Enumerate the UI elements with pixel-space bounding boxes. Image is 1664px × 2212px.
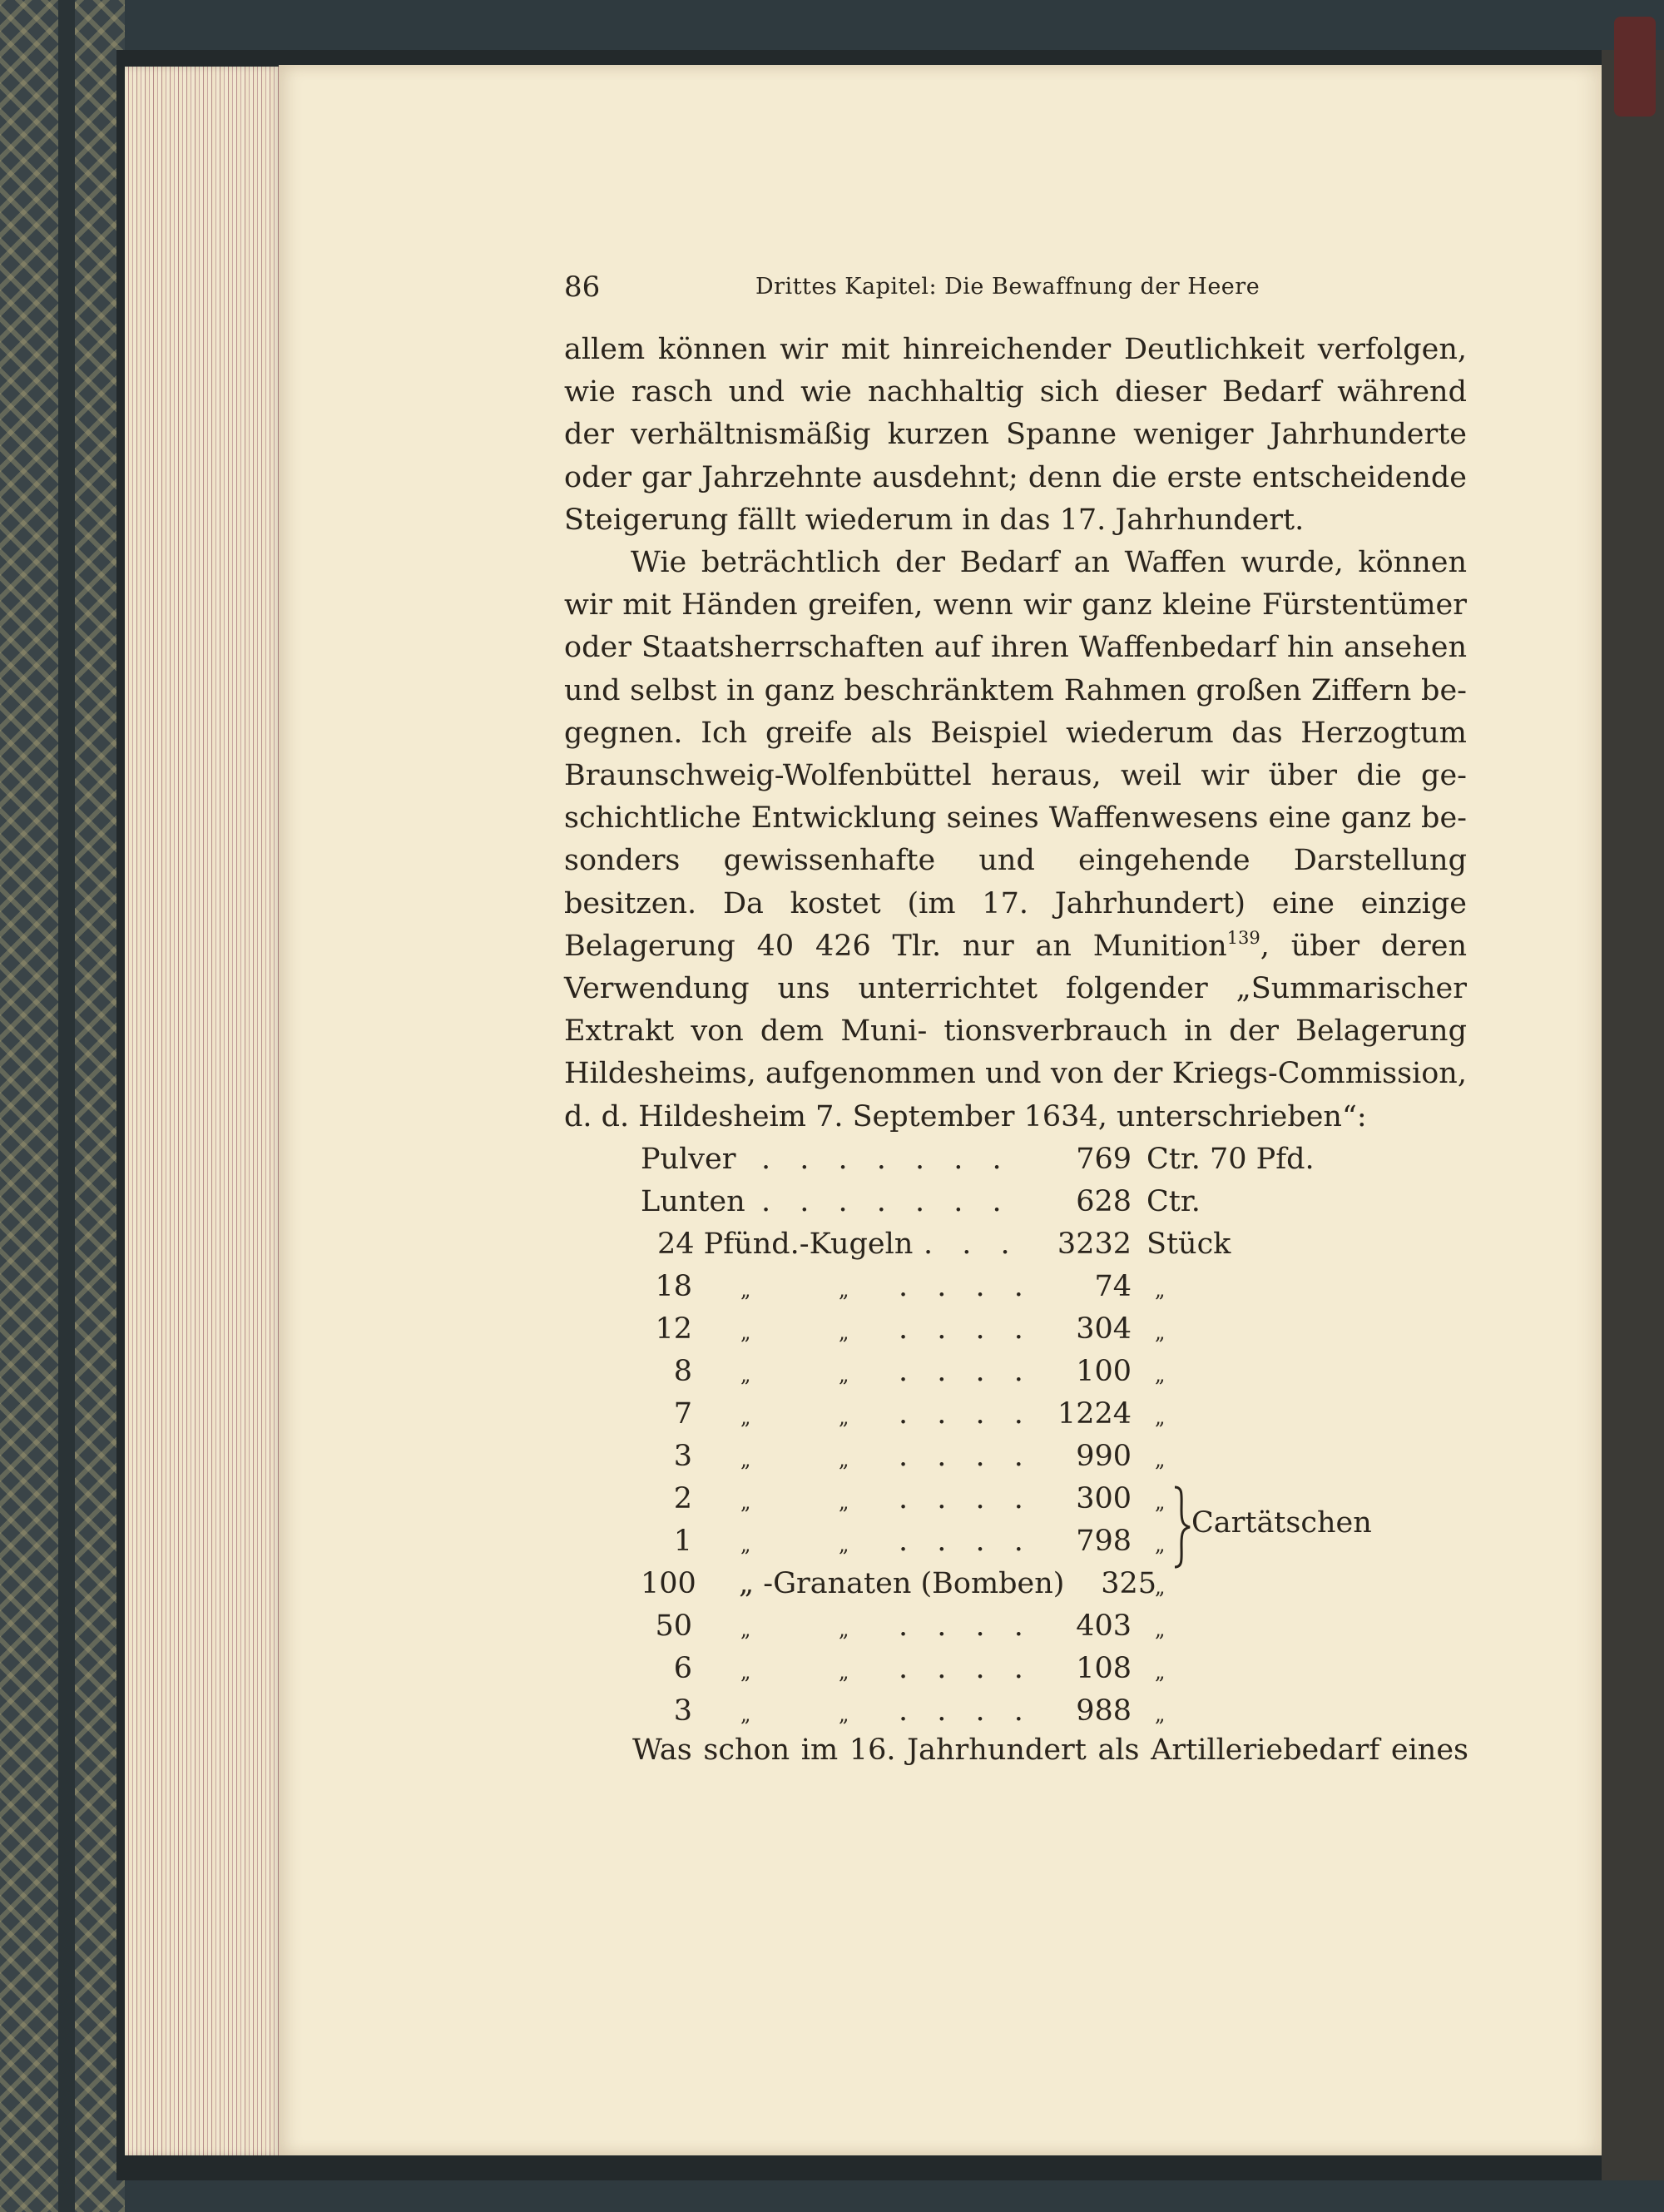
text-line: und selbst in ganz beschränktem Rahmen großen Ziffern be-: [564, 673, 1467, 707]
row-value: 100: [1076, 1355, 1132, 1388]
text-line: , über deren Verwendung uns: [564, 929, 1467, 1006]
ditto-mark: „: [1155, 1618, 1166, 1641]
ditto-mark: „: [1155, 1660, 1166, 1684]
ditto-mark: „: [1155, 1278, 1166, 1302]
ditto-mark: „: [740, 1490, 751, 1514]
text-line: Wie beträchtlich der Bedarf an Waffen wurde, können: [631, 546, 1467, 580]
row-value: 300: [1076, 1482, 1132, 1515]
ditto-mark: „: [740, 1448, 751, 1471]
ditto-mark: „: [740, 1278, 751, 1302]
ditto-mark: „: [1155, 1533, 1166, 1556]
ditto-mark: „: [1155, 1703, 1166, 1726]
text-line: tionsverbrauch in der Belagerung Hildesheims, aufgenommen: [564, 1014, 1467, 1091]
leader-dots: . . . .: [899, 1397, 1033, 1431]
row-number: 2: [673, 1482, 692, 1515]
ditto-mark: „: [839, 1660, 849, 1684]
table-row: [641, 1185, 1389, 1228]
row-value: 325: [1101, 1567, 1156, 1600]
ditto-mark: „: [839, 1533, 849, 1556]
leader-dots: . . . .: [899, 1609, 1033, 1643]
row-value: 988: [1076, 1694, 1132, 1728]
table-row: [641, 1397, 1389, 1440]
table-row: [641, 1652, 1389, 1694]
leader-dots: . . . .: [899, 1270, 1033, 1303]
leader-dots: . . . . . . .: [761, 1185, 1012, 1218]
ditto-mark: „: [839, 1363, 849, 1386]
running-head: Drittes Kapitel: Die Bewaffnung der Heere: [755, 274, 1260, 300]
row-value: 304: [1076, 1312, 1132, 1346]
body-text: [564, 329, 1467, 1138]
text-line: allem können wir mit hinreichender Deutlichkeit verfolgen, wie: [564, 333, 1467, 409]
text-line: schichtliche Entwicklung seines Waffenwesens eine ganz be-: [564, 801, 1467, 836]
row-number: 1: [673, 1525, 692, 1558]
row-value: 3232: [1057, 1228, 1132, 1261]
row-number: 50: [655, 1609, 692, 1643]
right-cover-edge: [1602, 50, 1664, 2180]
table-row: [641, 1143, 1389, 1185]
text-line: oder Staatsherrschaften auf ihren Waffenbedarf hin ansehen: [564, 631, 1467, 665]
ditto-mark: „: [839, 1278, 849, 1302]
table-row: [641, 1228, 1389, 1270]
paragraph-2: [564, 542, 1467, 1138]
paragraph-1: [564, 329, 1467, 542]
leader-dots: . . . .: [899, 1694, 1033, 1728]
text-line: Steigerung fällt wiederum in das 17. Jahrhundert.: [564, 503, 1305, 537]
row-number: 3: [673, 1440, 692, 1473]
row-number: 8: [673, 1355, 692, 1388]
row-label: „ -Granaten (Bomben): [739, 1567, 1065, 1600]
table-row: [641, 1270, 1389, 1312]
row-value: 403: [1076, 1609, 1132, 1643]
row-value: 628: [1076, 1185, 1132, 1218]
row-number: 12: [655, 1312, 692, 1346]
ditto-mark: „: [740, 1660, 751, 1684]
footnote-reference[interactable]: 139: [1226, 927, 1260, 948]
ditto-mark: „: [740, 1618, 751, 1641]
text-line: gegnen. Ich greife als Beispiel wiederum das Herzogtum: [564, 716, 1467, 750]
text-line: 1634, unterschrieben“:: [1023, 1099, 1367, 1133]
ditto-mark: „: [1155, 1490, 1166, 1514]
leader-dots: . . . .: [899, 1312, 1033, 1346]
table-row: [641, 1567, 1389, 1609]
ditto-mark: „: [839, 1490, 849, 1514]
row-value: 769: [1076, 1143, 1132, 1176]
text-line: rasch und wie nachhaltig sich dieser Bedarf während der: [564, 375, 1467, 452]
ditto-mark: „: [839, 1448, 849, 1471]
ditto-mark: „: [839, 1618, 849, 1641]
ditto-mark: „: [740, 1533, 751, 1556]
ditto-mark: „: [839, 1703, 849, 1726]
table-row: [641, 1355, 1389, 1397]
leader-dots: . . . .: [899, 1440, 1033, 1473]
leader-dots: . . . .: [899, 1652, 1033, 1685]
page-header: [564, 270, 1396, 312]
row-number: 18: [655, 1270, 692, 1303]
text-line: wir mit Händen greifen, wenn wir ganz kleine Fürstentümer: [564, 588, 1467, 622]
row-unit: Ctr.: [1146, 1185, 1201, 1218]
table-row: [641, 1440, 1389, 1482]
leader-dots: . . . .: [899, 1482, 1033, 1515]
row-label: Pulver: [641, 1143, 736, 1176]
text-line: unterrichtet folgender „Summarischer Extrakt von dem Muni-: [564, 972, 1467, 1049]
text-line: sonders gewissenhafte und eingehende Darstellung besitzen.: [564, 844, 1467, 920]
ditto-mark: „: [1155, 1363, 1166, 1386]
row-label: 24 Pfünd.-Kugeln: [657, 1228, 914, 1261]
row-number: 3: [673, 1694, 692, 1728]
bookmark-ribbon: [1614, 17, 1656, 117]
row-label: Lunten: [641, 1185, 745, 1218]
leader-dots: . . . .: [899, 1525, 1033, 1558]
text-line: gar Jahrzehnte ausdehnt; denn die erste entscheidende: [641, 460, 1467, 494]
text-line: Da kostet (im 17. Jahrhundert) eine einzige Belagerung: [564, 886, 1467, 963]
ditto-mark: „: [740, 1406, 751, 1429]
row-value: 108: [1076, 1652, 1132, 1685]
ditto-mark: „: [1155, 1406, 1166, 1429]
ditto-mark: „: [839, 1406, 849, 1429]
ditto-mark: „: [839, 1321, 849, 1344]
row-unit: Stück: [1146, 1228, 1231, 1261]
ditto-mark: „: [740, 1703, 751, 1726]
curly-brace-icon: [1171, 1485, 1191, 1569]
table-row: [641, 1609, 1389, 1652]
brace-label: Cartätschen: [1191, 1506, 1372, 1540]
text-line: 40 426 Tlr. nur an Munition: [756, 929, 1227, 963]
text-line: verhältnismäßig kurzen Spanne weniger Jahrhunderte oder: [564, 418, 1467, 494]
row-unit: Ctr. 70 Pfd.: [1146, 1143, 1315, 1176]
binding-spine-edge: [58, 0, 75, 2212]
table-row: [641, 1694, 1389, 1737]
ditto-mark: „: [1155, 1575, 1166, 1599]
ditto-mark: „: [1155, 1448, 1166, 1471]
row-number: 7: [673, 1397, 692, 1431]
text-line: und von der Kriegs-Commission, d. d. Hildesheim 7. September: [564, 1057, 1467, 1133]
row-value: 798: [1076, 1525, 1132, 1558]
leader-dots: . . . . . . .: [761, 1143, 1012, 1176]
ditto-mark: „: [740, 1321, 751, 1344]
ditto-mark: „: [740, 1363, 751, 1386]
row-number: 6: [673, 1652, 692, 1685]
text-line: Braunschweig-Wolfenbüttel heraus, weil wir über die ge-: [564, 759, 1467, 793]
table-row: [641, 1312, 1389, 1355]
row-value: 990: [1076, 1440, 1132, 1473]
ditto-mark: „: [1155, 1321, 1166, 1344]
row-number: 100: [641, 1567, 696, 1600]
row-value: 1224: [1057, 1397, 1132, 1431]
text-line: Was schon im 16. Jahrhundert als Artilleriebedarf eines: [632, 1733, 1468, 1767]
leader-dots: . . .: [924, 1228, 1020, 1261]
page-edges: [125, 67, 283, 2155]
leader-dots: . . . .: [899, 1355, 1033, 1388]
row-value: 74: [1094, 1270, 1132, 1303]
page-number: 86: [564, 270, 601, 304]
